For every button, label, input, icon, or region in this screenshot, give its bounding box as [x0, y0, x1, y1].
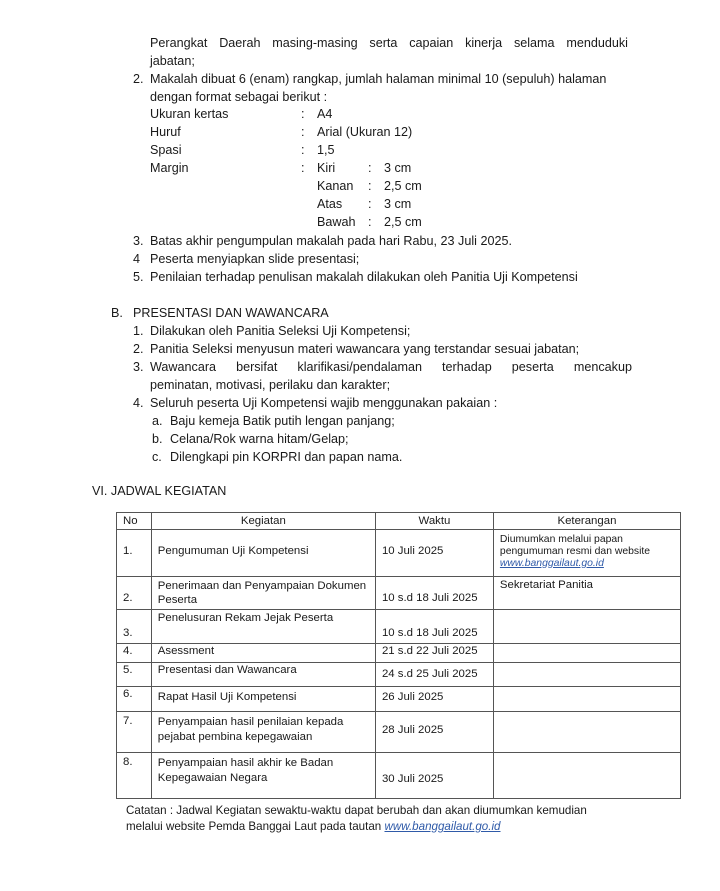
list-item-text: Dilakukan oleh Panitia Seleksi Uji Kompetensi;: [150, 324, 411, 338]
row-kegiatan: [151, 577, 375, 610]
kegiatan-text: Peserta: [157, 594, 198, 606]
row-kegiatan: [151, 530, 375, 577]
keterangan-line: Diumumkan melalui papan: [499, 534, 623, 545]
website-link[interactable]: www.banggailaut.go.id: [499, 558, 604, 569]
list-number: 2.: [133, 72, 144, 86]
margin-sep: :: [368, 197, 372, 211]
margin-value: 2,5 cm: [384, 179, 422, 193]
list-number: 2.: [133, 342, 144, 356]
margin-sep: :: [368, 179, 372, 193]
header-kegiatan: Kegiatan: [151, 513, 375, 530]
row-kegiatan: [151, 644, 375, 663]
margin-label: Atas: [317, 197, 343, 211]
word: peserta: [511, 360, 554, 374]
intro-line: [150, 35, 628, 51]
list-item-text: Batas akhir pengumpulan makalah pada hari Rabu, 23 Juli 2025.: [150, 234, 512, 248]
table-header-row: [117, 513, 681, 530]
spec-label: Ukuran kertas: [150, 107, 229, 121]
spec-sep: :: [301, 143, 305, 157]
sub-letter: b.: [152, 432, 163, 446]
margin-label: Bawah: [317, 215, 356, 229]
row-waktu: [375, 577, 493, 610]
kegiatan-text: Penelusuran Rekam Jejak Peserta: [157, 612, 334, 624]
word: bersifat: [236, 360, 278, 374]
waktu-text: 10 s.d 18 Juli 2025: [381, 627, 478, 639]
word: capaian: [409, 36, 454, 50]
kegiatan-text: pejabat pembina kepegawaian: [157, 731, 313, 743]
table-row: [117, 753, 681, 799]
list-item-text: Panitia Seleksi menyusun materi wawancara yang terstandar sesuai jabatan;: [150, 342, 580, 356]
word: terhadap: [442, 360, 492, 374]
word: kinerja: [465, 36, 503, 50]
row-keterangan: [493, 577, 680, 610]
waktu-text: 26 Juli 2025: [381, 691, 444, 703]
list-item-text: Seluruh peserta Uji Kompetensi wajib menggunakan pakaian :: [150, 396, 498, 410]
row-waktu: [375, 530, 493, 577]
row-number-text: 4.: [123, 645, 133, 657]
sub-item-text: Celana/Rok warna hitam/Gelap;: [170, 432, 349, 446]
spec-label: Spasi: [150, 143, 182, 157]
section-title: PRESENTASI DAN WAWANCARA: [133, 306, 329, 320]
row-kegiatan: [151, 663, 375, 687]
word: serta: [369, 36, 398, 50]
margin-value: 2,5 cm: [384, 215, 422, 229]
note-text: melalui website Pemda Banggai Laut pada tautan: [126, 820, 382, 833]
kegiatan-text: Penyampaian hasil akhir ke Badan: [157, 757, 334, 769]
row-number-text: 5.: [123, 664, 133, 676]
kegiatan-text: Kepegawaian Negara: [157, 772, 268, 784]
row-keterangan: [493, 644, 680, 663]
sub-letter: c.: [152, 450, 162, 464]
row-keterangan: [493, 712, 680, 753]
list-number: 4.: [133, 396, 144, 410]
margin-label: Kanan: [317, 179, 354, 193]
spec-value: Arial (Ukuran 12): [317, 125, 413, 139]
table-row: [117, 687, 681, 712]
waktu-text: 24 s.d 25 Juli 2025: [381, 668, 478, 680]
row-number: [117, 753, 152, 799]
table-row: [117, 610, 681, 644]
kegiatan-text: Penerimaan dan Penyampaian Dokumen: [157, 580, 367, 592]
sub-item-text: Baju kemeja Batik putih lengan panjang;: [170, 414, 395, 428]
sub-letter: a.: [152, 414, 163, 428]
margin-sep: :: [368, 161, 372, 175]
word: menduduki: [566, 36, 628, 50]
row-keterangan: [493, 610, 680, 644]
note-line-2: [126, 820, 501, 833]
row-number-text: 1.: [123, 545, 133, 557]
section-letter: B.: [111, 306, 123, 320]
row-keterangan: [493, 687, 680, 712]
row-number-text: 2.: [123, 592, 133, 604]
item-2-text: Makalah dibuat 6 (enam) rangkap, jumlah halaman minimal 10 (sepuluh) halaman: [150, 72, 607, 86]
word: Perangkat: [150, 36, 208, 50]
margin-label: Kiri: [317, 161, 336, 175]
row-waktu: [375, 663, 493, 687]
keterangan-line: pengumuman resmi dan website: [499, 546, 651, 557]
row-waktu: [375, 644, 493, 663]
word: klarifikasi/pendalaman: [297, 360, 423, 374]
row-kegiatan: [151, 687, 375, 712]
list-item-text: Peserta menyiapkan slide presentasi;: [150, 252, 360, 266]
waktu-text: 10 Juli 2025: [381, 545, 444, 557]
header-no: No: [117, 513, 152, 530]
spec-sep: :: [301, 125, 305, 139]
list-item-text-2: peminatan, motivasi, perilaku dan karakter;: [150, 378, 391, 392]
spec-sep: :: [301, 107, 305, 121]
waktu-text: 30 Juli 2025: [381, 773, 444, 785]
word: Wawancara: [150, 360, 217, 374]
row-number-text: 7.: [123, 715, 133, 727]
note-line: Catatan : Jadwal Kegiatan sewaktu-waktu dapat berubah dan akan diumumkan kemudian: [126, 804, 587, 817]
waktu-text: 28 Juli 2025: [381, 724, 444, 736]
waktu-text: 10 s.d 18 Juli 2025: [381, 592, 478, 604]
list-number: 3.: [133, 360, 144, 374]
row-kegiatan: [151, 753, 375, 799]
table-row: [117, 530, 681, 577]
word: masing-masing: [272, 36, 358, 50]
spec-label: Huruf: [150, 125, 181, 139]
row-number: [117, 610, 152, 644]
row-keterangan: [493, 753, 680, 799]
margin-sep: :: [368, 215, 372, 229]
header-waktu: Waktu: [375, 513, 493, 530]
list-number: 4: [133, 252, 141, 266]
row-number-text: 8.: [123, 756, 133, 768]
list-number: 1.: [133, 324, 144, 338]
section-title: VI. JADWAL KEGIATAN: [92, 484, 227, 498]
sub-item-text: Dilengkapi pin KORPRI dan papan nama.: [170, 450, 403, 464]
word: selama: [513, 36, 555, 50]
list-item-text: [150, 359, 632, 375]
row-keterangan: [493, 663, 680, 687]
intro-line-2: jabatan;: [150, 54, 195, 68]
header-keterangan: Keterangan: [493, 513, 680, 530]
row-number: [117, 663, 152, 687]
table-row: [117, 663, 681, 687]
list-item-text: Penilaian terhadap penulisan makalah dilakukan oleh Panitia Uji Kompetensi: [150, 270, 578, 284]
spec-sep: :: [301, 161, 305, 175]
kegiatan-text: Pengumuman Uji Kompetensi: [157, 545, 309, 557]
schedule-table: [116, 512, 681, 799]
row-number: [117, 577, 152, 610]
row-number-text: 3.: [123, 627, 133, 639]
row-number: [117, 687, 152, 712]
row-keterangan: [493, 530, 680, 577]
kegiatan-text: Presentasi dan Wawancara: [157, 664, 297, 676]
row-kegiatan: [151, 610, 375, 644]
table-row: [117, 712, 681, 753]
list-number: 5.: [133, 270, 144, 284]
note-website-link[interactable]: www.banggailaut.go.id: [384, 820, 501, 833]
table-row: [117, 577, 681, 610]
kegiatan-text: Rapat Hasil Uji Kompetensi: [157, 691, 297, 703]
row-waktu: [375, 712, 493, 753]
word: mencakup: [573, 360, 632, 374]
row-kegiatan: [151, 712, 375, 753]
margin-value: 3 cm: [384, 161, 412, 175]
table-row: [117, 644, 681, 663]
item-2-text-2: dengan format sebagai berikut :: [150, 90, 328, 104]
row-waktu: [375, 610, 493, 644]
row-waktu: [375, 687, 493, 712]
waktu-text: 21 s.d 22 Juli 2025: [381, 645, 478, 657]
row-waktu: [375, 753, 493, 799]
kegiatan-text: Penyampaian hasil penilaian kepada: [157, 716, 344, 728]
spec-value: 1,5: [317, 143, 335, 157]
word: Daerah: [219, 36, 261, 50]
row-number-text: 6.: [123, 688, 133, 700]
keterangan-line: Sekretariat Panitia: [499, 579, 593, 591]
row-number: [117, 644, 152, 663]
row-number: [117, 712, 152, 753]
row-number: [117, 530, 152, 577]
list-number: 3.: [133, 234, 144, 248]
kegiatan-text: Asessment: [157, 645, 215, 657]
spec-value: A4: [317, 107, 333, 121]
margin-value: 3 cm: [384, 197, 412, 211]
spec-label: Margin: [150, 161, 189, 175]
